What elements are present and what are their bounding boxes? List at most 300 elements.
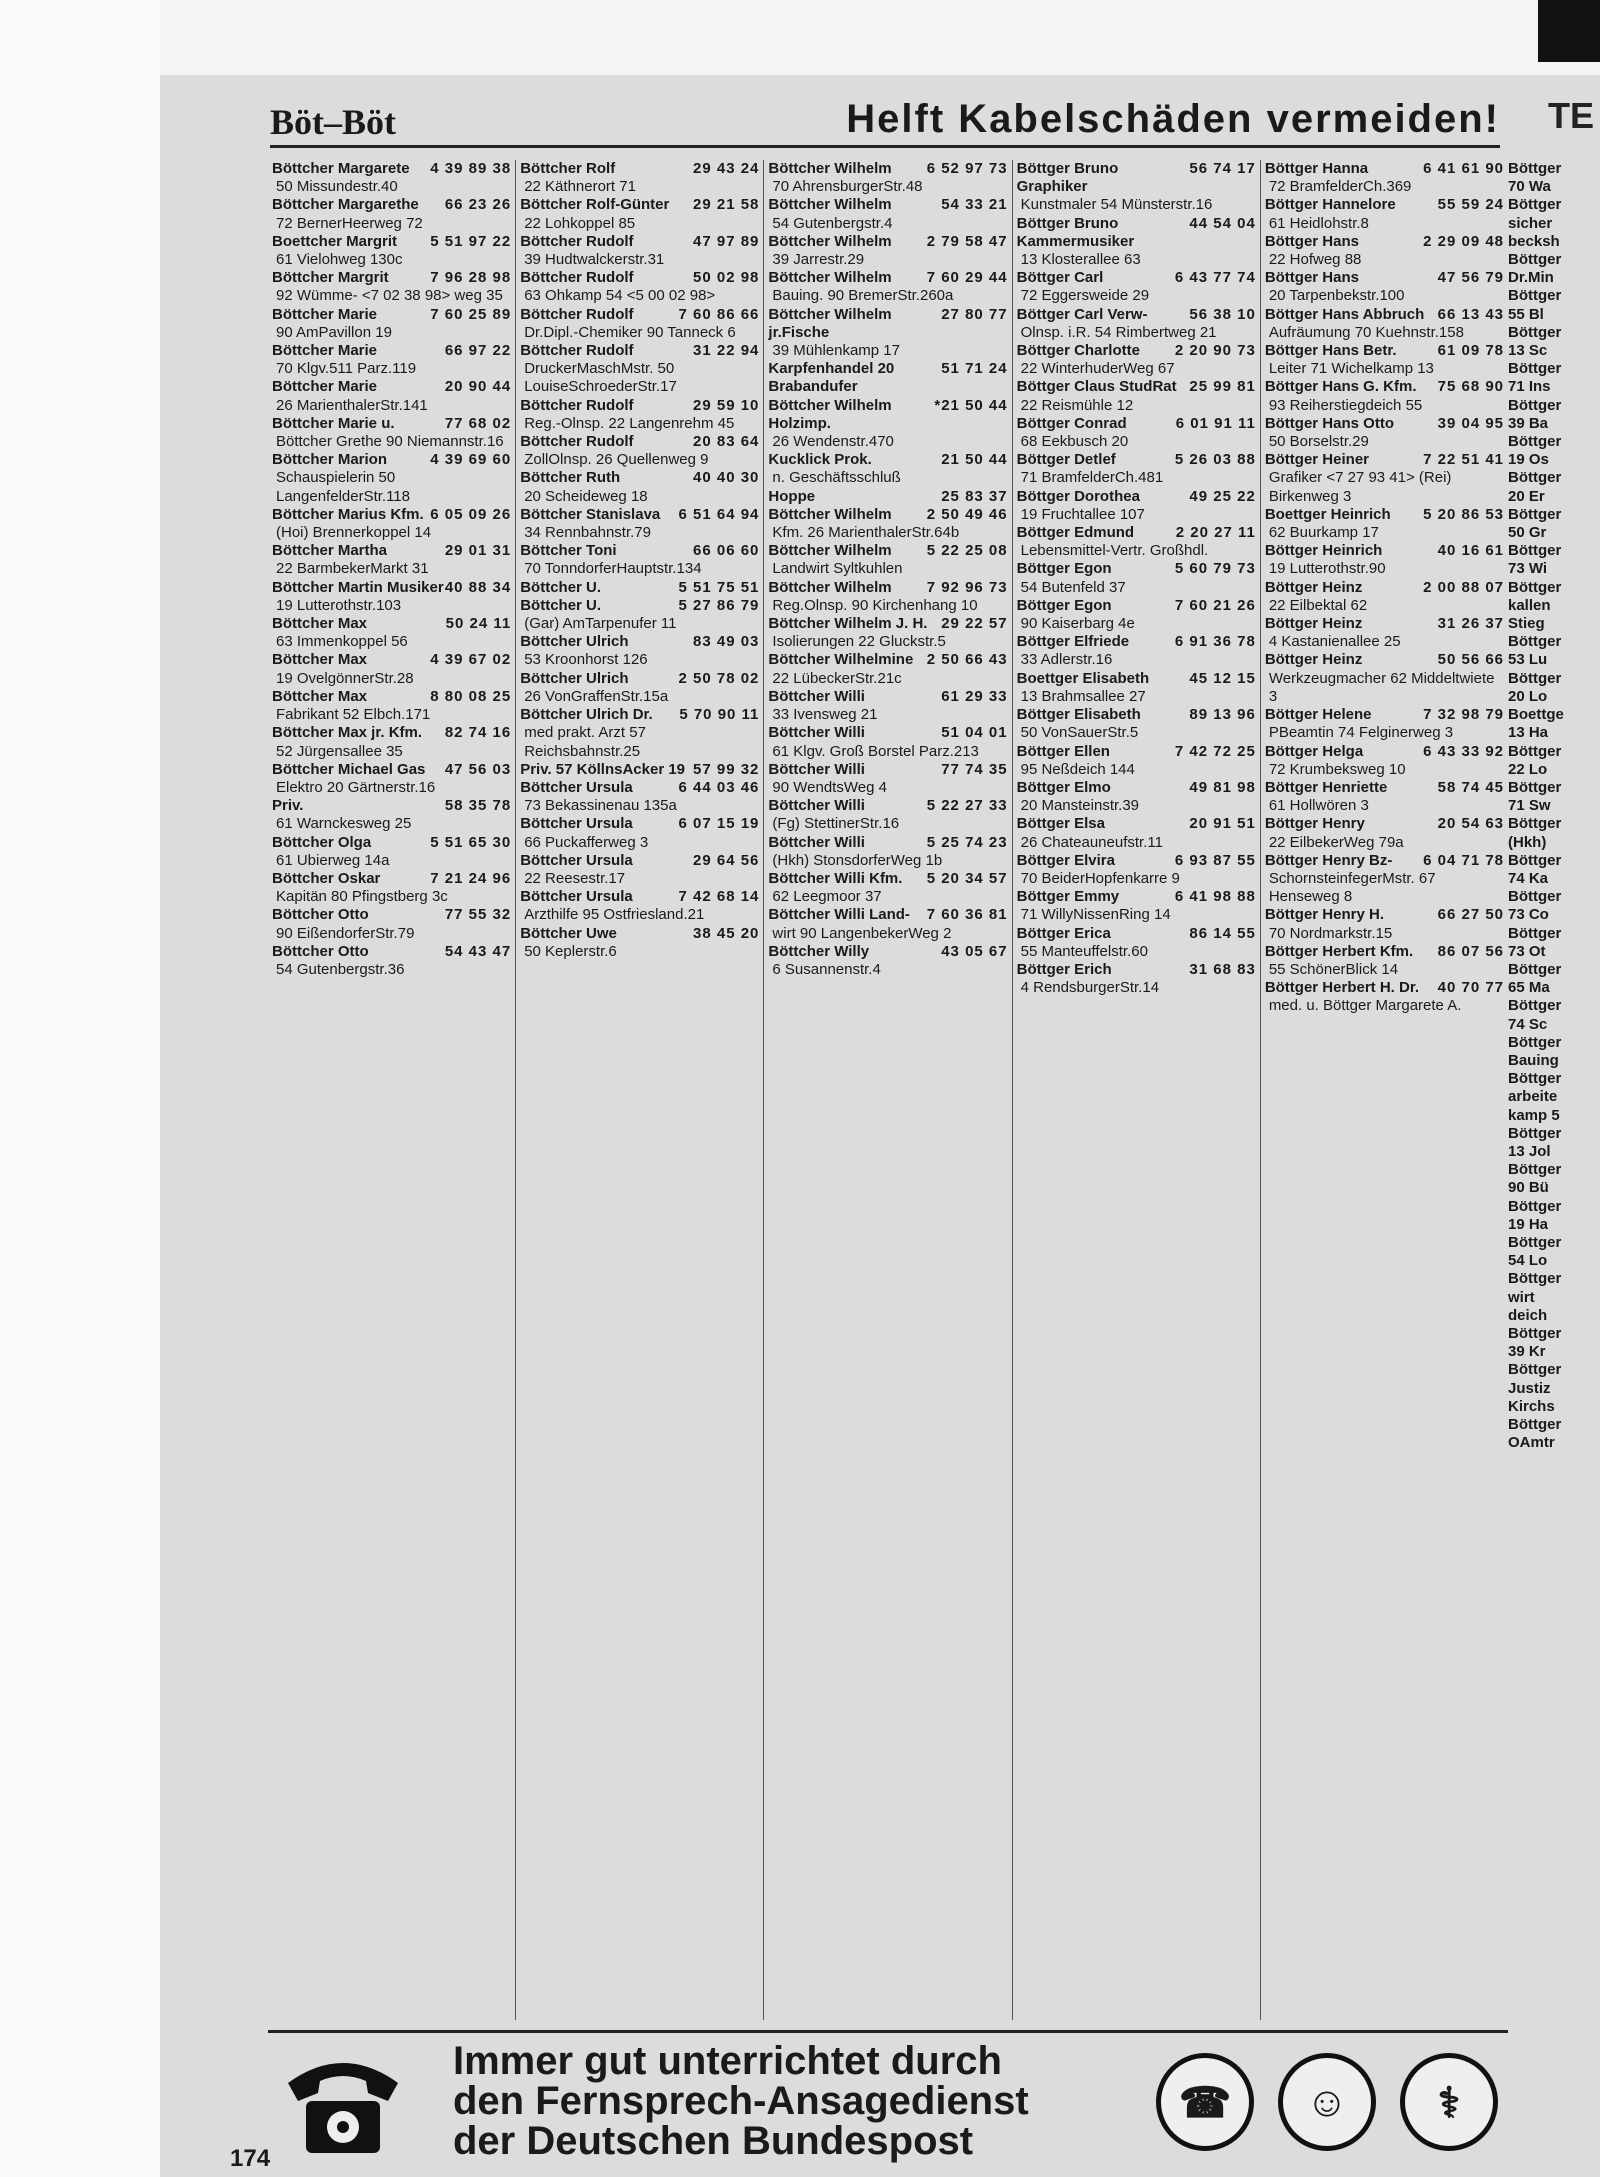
directory-entry [1017, 597, 1256, 633]
directory-entry [1017, 815, 1256, 851]
entry-phone: 43 05 67 [941, 942, 1008, 960]
entry-phone: 31 68 83 [1189, 960, 1256, 978]
next-page-fragment: Stieg [1508, 615, 1545, 633]
entry-phone: 54 43 47 [444, 942, 512, 960]
entry-phone: 6 04 71 78 [1423, 851, 1505, 869]
next-page-fragment: 13 Sc [1508, 342, 1548, 360]
directory-entry [768, 834, 1007, 870]
entry-phone: 31 22 94 [693, 342, 760, 360]
next-page-fragment: OAmtr [1508, 1434, 1555, 1452]
entry-name: Böttger Heinz [1264, 578, 1363, 596]
next-page-fragment: Böttger [1508, 851, 1562, 869]
entry-name: Böttcher Wilhelm [768, 232, 892, 250]
next-page-fragment: becksh [1508, 232, 1560, 250]
entry-address: 95 Neßdeich 144 [1020, 760, 1135, 778]
next-page-fragment: 39 Ba [1508, 414, 1549, 432]
entry-address: 61 Hollwören 3 [1268, 797, 1369, 815]
entry-address: Arzthilfe 95 Ostfriesland.21 [524, 906, 705, 924]
footer-banner [268, 2030, 1508, 2173]
entry-address: 26 VonGraffenStr.15a [524, 687, 669, 705]
directory-entry [1265, 743, 1504, 779]
entry-address: 62 Leegmoor 37 [772, 888, 882, 906]
next-page-fragment: 20 Er [1508, 487, 1545, 505]
directory-entry [272, 233, 511, 269]
directory-column [1261, 160, 1508, 2020]
entry-address: 50 Missundestr.40 [276, 178, 398, 196]
entry-phone: 5 70 90 11 [679, 706, 760, 724]
entry-phone: 5 20 86 53 [1423, 505, 1505, 523]
directory-entry [1265, 852, 1504, 907]
next-page-fragment: 19 Ha [1508, 1215, 1549, 1233]
entry-name: Böttcher Max [272, 687, 368, 705]
entry-address: PBeamtin 74 Felginerweg 3 [1268, 724, 1454, 742]
directory-entry [1265, 378, 1504, 414]
entry-phone: 66 06 60 [693, 542, 760, 560]
directory-column [1013, 160, 1261, 2020]
next-page-fragment: Bauing [1508, 1051, 1559, 1069]
directory-entry [768, 724, 1007, 760]
telephone-icon [278, 2043, 408, 2163]
directory-entry [768, 506, 1007, 542]
entry-address: 70 BeiderHopfenkarre 9 [1020, 869, 1180, 887]
entry-name: Böttcher Wilhelm J. H. [768, 615, 928, 633]
entry-phone: 57 99 32 [693, 760, 760, 778]
entry-address: Olnsp. i.R. 54 Rimbertweg 21 [1020, 323, 1217, 341]
entry-phone: 51 04 01 [941, 724, 1008, 742]
entry-phone: 2 00 88 07 [1423, 578, 1505, 596]
entry-name: Kucklick Prok. [768, 451, 872, 469]
directory-entry [272, 651, 511, 687]
entry-name: Böttcher Martha [272, 542, 388, 560]
directory-entry [1265, 196, 1504, 232]
footer-line-1: Immer gut unterrichtet durch [453, 2039, 1002, 2083]
entry-name: Böttcher Marie [272, 305, 378, 323]
entry-phone: 6 07 15 19 [678, 815, 760, 833]
entry-phone: 66 97 22 [444, 342, 512, 360]
entry-name: Böttcher Max jr. Kfm. [272, 724, 423, 742]
directory-entry [768, 451, 1007, 487]
directory-entry [272, 724, 511, 760]
directory-entry [1265, 506, 1504, 542]
entry-address: 61 Klgv. Groß Borstel Parz.213 [772, 742, 979, 760]
entry-phone: 20 83 64 [693, 433, 760, 451]
entry-phone: 8 80 08 25 [430, 687, 512, 705]
directory-entry [1017, 524, 1256, 560]
entry-name: Böttger Helene [1264, 706, 1372, 724]
directory-entry [768, 615, 1007, 651]
entry-name: Böttcher Uwe [520, 924, 617, 942]
entry-phone: 2 50 49 46 [926, 505, 1008, 523]
directory-entry [1265, 943, 1504, 979]
entry-address: 22 Reesestr.17 [524, 869, 626, 887]
entry-name: Böttger Elfriede [1016, 633, 1130, 651]
entry-phone: 4 39 89 38 [430, 160, 512, 177]
directory-entry [520, 761, 759, 779]
directory-entry [272, 834, 511, 870]
entry-name: Böttcher Marion [272, 451, 388, 469]
directory-entry [1017, 888, 1256, 924]
entry-address: Landwirt Syltkuhlen [772, 560, 903, 578]
entry-name: Boettger Heinrich [1264, 505, 1391, 523]
entry-name: Böttcher Ulrich [520, 633, 629, 651]
next-page-fragment: Boettge [1508, 706, 1564, 724]
clock-icon: ☎ [1156, 2053, 1254, 2151]
entry-phone: 29 59 10 [693, 396, 760, 414]
next-page-fragment: Justiz [1508, 1379, 1551, 1397]
directory-entry [1017, 670, 1256, 706]
directory-entry [1265, 160, 1504, 196]
entry-phone: 83 49 03 [693, 633, 760, 651]
entry-name: Böttcher Ulrich [520, 669, 629, 687]
entry-name: Böttger Bruno Graphiker [1016, 160, 1119, 196]
entry-phone: 27 80 77 [941, 305, 1008, 323]
entry-name: Böttcher Max [272, 651, 368, 669]
entry-phone: 20 91 51 [1189, 815, 1256, 833]
entry-name: Böttger Hans [1264, 269, 1359, 287]
entry-address: 22 LübeckerStr.21c [772, 669, 902, 687]
entry-name: Böttger Carl Verw- [1016, 305, 1148, 323]
directory-entry [1265, 615, 1504, 651]
next-page-fragment: 74 Ka [1508, 869, 1549, 887]
entry-phone: 66 27 50 [1437, 906, 1505, 924]
entry-name: Böttger Hans Betr. [1264, 342, 1397, 360]
directory-entry [768, 651, 1007, 687]
entry-address: wirt 90 LangenbekerWeg 2 [772, 924, 952, 942]
entry-address: 20 Scheideweg 18 [524, 487, 648, 505]
next-page-fragment: Böttger [1508, 888, 1562, 906]
next-page-fragment: 19 Os [1508, 451, 1549, 469]
header-range: Böt–Böt [270, 102, 396, 142]
directory-entry [272, 160, 511, 196]
next-page-fragment: wirt [1508, 1288, 1535, 1306]
entry-name: Böttcher Marie u. [272, 414, 395, 432]
entry-name: Böttger Hans Otto [1264, 414, 1394, 432]
entry-name: Böttger Carl [1016, 269, 1104, 287]
directory-entry [272, 306, 511, 342]
entry-phone: 6 43 77 74 [1174, 269, 1256, 287]
next-page-fragment: Böttger [1508, 160, 1562, 177]
directory-entry [1265, 415, 1504, 451]
entry-phone: 38 45 20 [693, 924, 760, 942]
medical-icon: ⚕ [1400, 2053, 1498, 2151]
directory-entry [768, 233, 1007, 269]
entry-address: Reg.-Olnsp. 22 Langenrehm 45 [524, 414, 735, 432]
next-page-fragment: Böttger [1508, 396, 1562, 414]
directory-entry [1017, 633, 1256, 669]
entry-name: Böttcher Willy [768, 942, 870, 960]
directory-entry [1265, 779, 1504, 815]
entry-name: Böttcher Rudolf [520, 269, 634, 287]
entry-name: Böttcher Ursula [520, 888, 633, 906]
next-page-fragment: 71 Sw [1508, 797, 1551, 815]
next-page-fragment: 22 Lo [1508, 760, 1548, 778]
entry-name: Böttger Herbert Kfm. [1264, 942, 1414, 960]
entry-address: Leiter 71 Wichelkamp 13 [1268, 360, 1434, 378]
entry-name: Böttcher Rudolf [520, 433, 634, 451]
entry-name: Böttcher Ruth [520, 469, 621, 487]
entry-address: 61 Heidlohstr.8 [1268, 214, 1369, 232]
directory-entry [272, 797, 511, 833]
entry-phone: 86 07 56 [1437, 942, 1505, 960]
entry-phone: 4 39 67 02 [430, 651, 512, 669]
entry-name: Böttcher Ursula [520, 815, 633, 833]
entry-phone: 49 25 22 [1189, 487, 1256, 505]
entry-phone: 54 33 21 [941, 196, 1008, 214]
header-slogan: Helft Kabelschäden vermeiden! [846, 97, 1500, 141]
directory-entry [768, 906, 1007, 942]
entry-name: Boettcher Margrit [272, 232, 398, 250]
entry-name: Boettger Elisabeth [1016, 669, 1150, 687]
directory-entry [1265, 979, 1504, 1015]
directory-entry [272, 542, 511, 578]
next-page-fragment: 20 Lo [1508, 687, 1548, 705]
next-page-fragment: Böttger [1508, 251, 1562, 269]
entry-name: Böttcher Oskar [272, 869, 381, 887]
entry-name: Böttcher Willi Land- [768, 906, 910, 924]
next-page-fragment: Böttger [1508, 742, 1562, 760]
directory-column [516, 160, 764, 2020]
entry-address: 26 MarienthalerStr.141 [276, 396, 428, 414]
entry-phone: 47 97 89 [693, 232, 760, 250]
entry-phone: 77 55 32 [444, 906, 512, 924]
directory-entry [768, 488, 1007, 506]
entry-phone: 20 54 63 [1437, 815, 1505, 833]
entry-name: Böttcher Wilhelm [768, 160, 892, 177]
next-page-fragment: Böttger [1508, 778, 1562, 796]
next-page-fragment: Böttger [1508, 1124, 1562, 1142]
entry-phone: 61 29 33 [941, 687, 1008, 705]
entry-address: med prakt. Arzt 57 Reichsbahnstr.25 [524, 724, 646, 760]
entry-address: 54 Gutenbergstr.36 [276, 960, 405, 978]
entry-name: Böttcher Olga [272, 833, 372, 851]
footer-icons [1156, 2053, 1498, 2151]
directory-entry [272, 451, 511, 506]
directory-entry [520, 706, 759, 761]
entry-name: Böttger Heinz [1264, 651, 1363, 669]
entry-address: 54 Gutenbergstr.4 [772, 214, 893, 232]
entry-name: Böttcher Wilhelm [768, 196, 892, 214]
entry-address: 22 Hofweg 88 [1268, 251, 1362, 269]
directory-entry [768, 196, 1007, 232]
entry-phone: 7 60 29 44 [926, 269, 1008, 287]
entry-address: 62 Buurkamp 17 [1268, 524, 1379, 542]
next-page-fragment: 73 Co [1508, 906, 1549, 924]
entry-address: 39 Hudtwalckerstr.31 [524, 251, 665, 269]
entry-name: Karpfenhandel 20 Brabandufer [768, 360, 895, 396]
entry-address: 68 Eekbusch 20 [1020, 433, 1129, 451]
entry-address: (Hoi) Brennerkoppel 14 [276, 524, 432, 542]
entry-address: 19 Lutterothstr.90 [1268, 560, 1386, 578]
entry-name: Böttger Elmo [1016, 778, 1111, 796]
directory-entry [1017, 451, 1256, 487]
next-page-fragment: Böttger [1508, 1070, 1562, 1088]
entry-phone: 6 41 98 88 [1174, 888, 1256, 906]
entry-phone: 25 83 37 [941, 487, 1008, 505]
entry-name: Böttcher Ulrich Dr. [520, 706, 653, 724]
directory-entry [520, 779, 759, 815]
entry-name: Böttger Bruno Kammermusiker [1016, 214, 1135, 250]
entry-phone: 58 35 78 [444, 797, 512, 815]
entry-address: 6 Susannenstr.4 [772, 960, 881, 978]
entry-phone: 7 60 25 89 [430, 305, 512, 323]
entry-phone: 40 70 77 [1437, 979, 1505, 997]
entry-phone: 5 51 97 22 [430, 232, 512, 250]
entry-phone: 25 99 81 [1189, 378, 1256, 396]
entry-phone: 6 43 33 92 [1423, 742, 1505, 760]
directory-entry [272, 943, 511, 979]
entry-address: Werkzeugmacher 62 Middeltwiete 3 [1268, 669, 1495, 705]
entry-name: Böttger Detlef [1016, 451, 1116, 469]
directory-entry [520, 925, 759, 961]
next-page-fragment: Böttger [1508, 323, 1562, 341]
next-page-fragment: Böttger [1508, 287, 1562, 305]
next-page-fragment: 53 Lu [1508, 651, 1548, 669]
entry-name: Böttcher Michael Gas [272, 760, 426, 778]
entry-phone: 6 51 64 94 [678, 505, 760, 523]
directory-entry [272, 615, 511, 651]
entry-address: 66 Puckafferweg 3 [524, 833, 649, 851]
entry-name: Priv. [272, 797, 304, 815]
entry-phone: 29 64 56 [693, 851, 760, 869]
directory-columns [268, 160, 1508, 2020]
next-page-fragment: Böttger [1508, 469, 1562, 487]
entry-name: Böttcher Martin Musiker [272, 578, 444, 596]
entry-phone: 5 51 75 51 [678, 578, 760, 596]
entry-address: 22 Eilbektal 62 [1268, 596, 1368, 614]
footer-line-2: den Fernsprech-Ansagedienst [453, 2079, 1029, 2123]
next-page-fragment: Böttger [1508, 1161, 1562, 1179]
directory-entry [520, 633, 759, 669]
entry-address: SchornsteinfegerMstr. 67 Henseweg 8 [1268, 869, 1436, 906]
entry-phone: 61 09 78 [1437, 342, 1505, 360]
entry-address: 39 Jarrestr.29 [772, 251, 865, 269]
entry-address: 39 Mühlenkamp 17 [772, 342, 900, 360]
directory-entry [1017, 269, 1256, 305]
entry-name: Böttcher Willi [768, 724, 865, 742]
entry-name: Böttcher Otto [272, 942, 369, 960]
next-page-fragment: deich [1508, 1306, 1548, 1324]
entry-address: Schauspielerin 50 LangenfelderStr.118 [276, 469, 410, 505]
next-page-fragment: Böttger [1508, 1233, 1562, 1251]
directory-entry [520, 269, 759, 305]
entry-phone: 2 20 90 73 [1174, 342, 1256, 360]
entry-phone: 2 79 58 47 [926, 232, 1008, 250]
entry-name: Böttcher Wilhelm [768, 505, 892, 523]
entry-name: Böttcher Max [272, 615, 368, 633]
directory-entry [1265, 706, 1504, 742]
directory-entry [1017, 925, 1256, 961]
entry-phone: 47 56 79 [1437, 269, 1505, 287]
entry-address: 50 VonSauerStr.5 [1020, 724, 1139, 742]
entry-phone: 5 22 25 08 [926, 542, 1008, 560]
entry-name: Böttcher Willi Kfm. [768, 869, 903, 887]
entry-phone: 29 43 24 [693, 160, 760, 177]
entry-name: Böttger Elvira [1016, 851, 1115, 869]
entry-phone: 7 22 51 41 [1423, 451, 1505, 469]
directory-entry [1265, 451, 1504, 506]
entry-name: Böttger Claus StudRat [1016, 378, 1177, 396]
entry-phone: 50 24 11 [445, 615, 512, 633]
directory-entry [768, 360, 1007, 396]
entry-address: 63 Immenkoppel 56 [276, 633, 408, 651]
directory-entry [520, 597, 759, 633]
directory-entry [1017, 378, 1256, 414]
directory-entry [520, 888, 759, 924]
next-page-fragment: Böttger [1508, 1416, 1562, 1434]
next-page-fragment: 13 Jol [1508, 1142, 1551, 1160]
directory-entry [1265, 906, 1504, 942]
entry-address: 70 Klgv.511 Parz.119 [276, 360, 417, 378]
entry-address: 90 Kaiserbarg 4e [1020, 615, 1135, 633]
entry-address: med. u. Böttger Margarete A. [1268, 997, 1462, 1015]
directory-entry [272, 688, 511, 724]
entry-name: Böttcher Rudolf [520, 396, 634, 414]
directory-entry [272, 906, 511, 942]
entry-name: Böttcher Stanislava [520, 505, 661, 523]
entry-address: 90 EißendorferStr.79 [276, 924, 415, 942]
scan-edge [1538, 0, 1600, 62]
entry-phone: *21 50 44 [934, 396, 1008, 414]
next-page-fragment: Böttger [1508, 196, 1562, 214]
directory-entry [1017, 488, 1256, 524]
entry-address: Lebensmittel-Vertr. Großhdl. [1020, 542, 1209, 560]
entry-phone: 6 52 97 73 [926, 160, 1008, 177]
entry-address: Reg.Olnsp. 90 Kirchenhang 10 [772, 596, 978, 614]
entry-name: Böttcher Wilhelm [768, 269, 892, 287]
directory-entry [520, 469, 759, 505]
directory-entry [520, 433, 759, 469]
directory-entry [520, 160, 759, 196]
directory-entry [768, 943, 1007, 979]
directory-entry [520, 233, 759, 269]
next-page-fragment: 74 Sc [1508, 1015, 1548, 1033]
entry-phone: 7 92 96 73 [926, 578, 1008, 596]
entry-phone: 89 13 96 [1189, 706, 1256, 724]
entry-address: Elektro 20 Gärtnerstr.16 [276, 778, 436, 796]
entry-name: Böttger Heiner [1264, 451, 1369, 469]
directory-entry [272, 415, 511, 451]
entry-name: Böttger Henriette [1264, 778, 1388, 796]
entry-phone: 31 26 37 [1437, 615, 1505, 633]
directory-entry [1265, 651, 1504, 706]
entry-name: Böttger Henry H. [1264, 906, 1384, 924]
entry-name: Böttger Elisabeth [1016, 706, 1141, 724]
entry-address: 20 Tarpenbekstr.100 [1268, 287, 1405, 305]
directory-entry [1265, 233, 1504, 269]
entry-name: Böttcher Rolf [520, 160, 616, 177]
directory-entry [520, 397, 759, 433]
next-page-fragment: Kirchs [1508, 1397, 1555, 1415]
entry-phone: 5 25 74 23 [926, 833, 1008, 851]
entry-name: Böttcher Margrit [272, 269, 389, 287]
scan-margin [0, 0, 160, 2177]
entry-address: Bauing. 90 BremerStr.260a [772, 287, 954, 305]
entry-address: 19 Fruchtallee 107 [1020, 505, 1145, 523]
next-page-fragment: 55 Bl [1508, 305, 1544, 323]
entry-address: DruckerMaschMstr. 50 LouiseSchroederStr.17 [524, 360, 677, 396]
entry-name: Böttcher Willi [768, 760, 865, 778]
entry-name: Böttger Hannelore [1264, 196, 1396, 214]
next-page-fragment: Böttger [1508, 669, 1562, 687]
entry-address: 13 Klosterallee 63 [1020, 251, 1141, 269]
entry-address: 22 EilbekerWeg 79a [1268, 833, 1404, 851]
entry-name: Böttcher Otto [272, 906, 369, 924]
directory-entry [272, 761, 511, 797]
next-page-fragment: Böttger [1508, 633, 1562, 651]
entry-phone: 55 59 24 [1437, 196, 1505, 214]
entry-name: Böttger Helga [1264, 742, 1364, 760]
directory-entry [1265, 579, 1504, 615]
